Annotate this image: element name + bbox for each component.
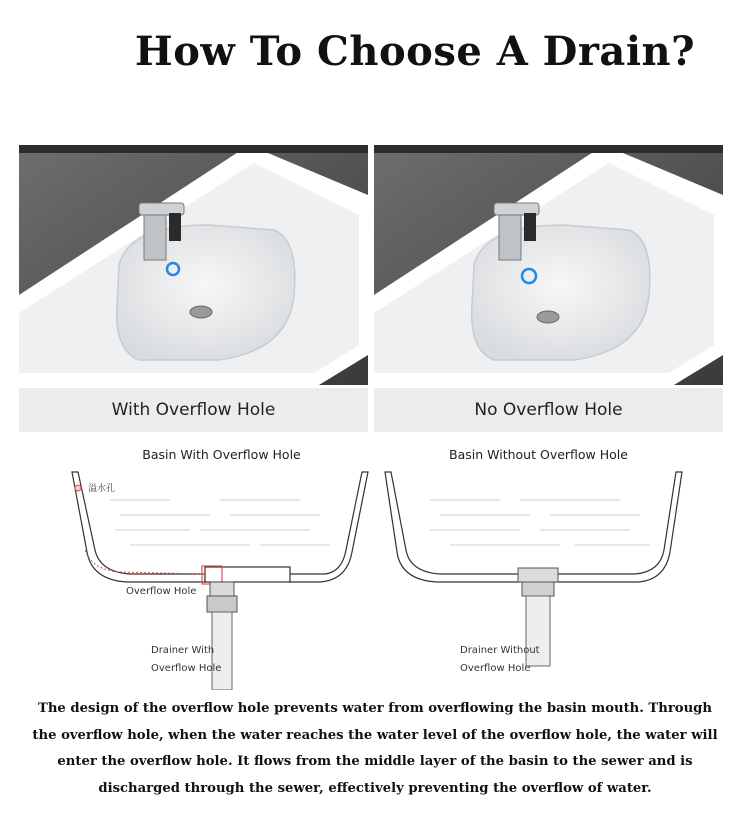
basin-illustration	[19, 145, 368, 385]
description-paragraph: The design of the overflow hole prevents water from overflowing the basin mouth. Through the overflow hole, when the water reaches the water level of the overflow hole, the water will enter the overflow hole. It flows from the middle layer of the basin to the sewer and is discharged through the sewer, effectively preventing the overflow of water.	[32, 701, 718, 796]
basin-photo-with-overflow	[19, 145, 368, 385]
caption-with-overflow: With Overflow Hole	[19, 388, 368, 432]
basin-cross-section-without-overflow	[385, 472, 682, 666]
drainer-with-label-line1: Drainer With	[151, 645, 215, 656]
drainer-with-label-line2: Overflow Hole	[151, 663, 222, 674]
drain-icon	[190, 306, 212, 318]
basin-photo-no-overflow	[374, 145, 723, 385]
basin-illustration	[374, 145, 723, 385]
drainer-without-label-line2: Overflow Hole	[460, 663, 531, 674]
diagram-heading-without-overflow: Basin Without Overflow Hole	[449, 447, 628, 462]
basin-cross-section-with-overflow	[72, 472, 368, 690]
drain-icon	[537, 311, 559, 323]
page-title: How To Choose A Drain?	[134, 28, 696, 75]
diagram-heading-with-overflow: Basin With Overflow Hole	[142, 447, 301, 462]
cross-section-diagrams	[0, 470, 750, 690]
overflow-hole-chinese-label: 溢水孔	[88, 484, 116, 494]
overflow-hole-label: Overflow Hole	[126, 586, 197, 597]
caption-no-overflow: No Overflow Hole	[374, 388, 723, 432]
drainer-without-label-line1: Drainer Without	[460, 645, 540, 656]
